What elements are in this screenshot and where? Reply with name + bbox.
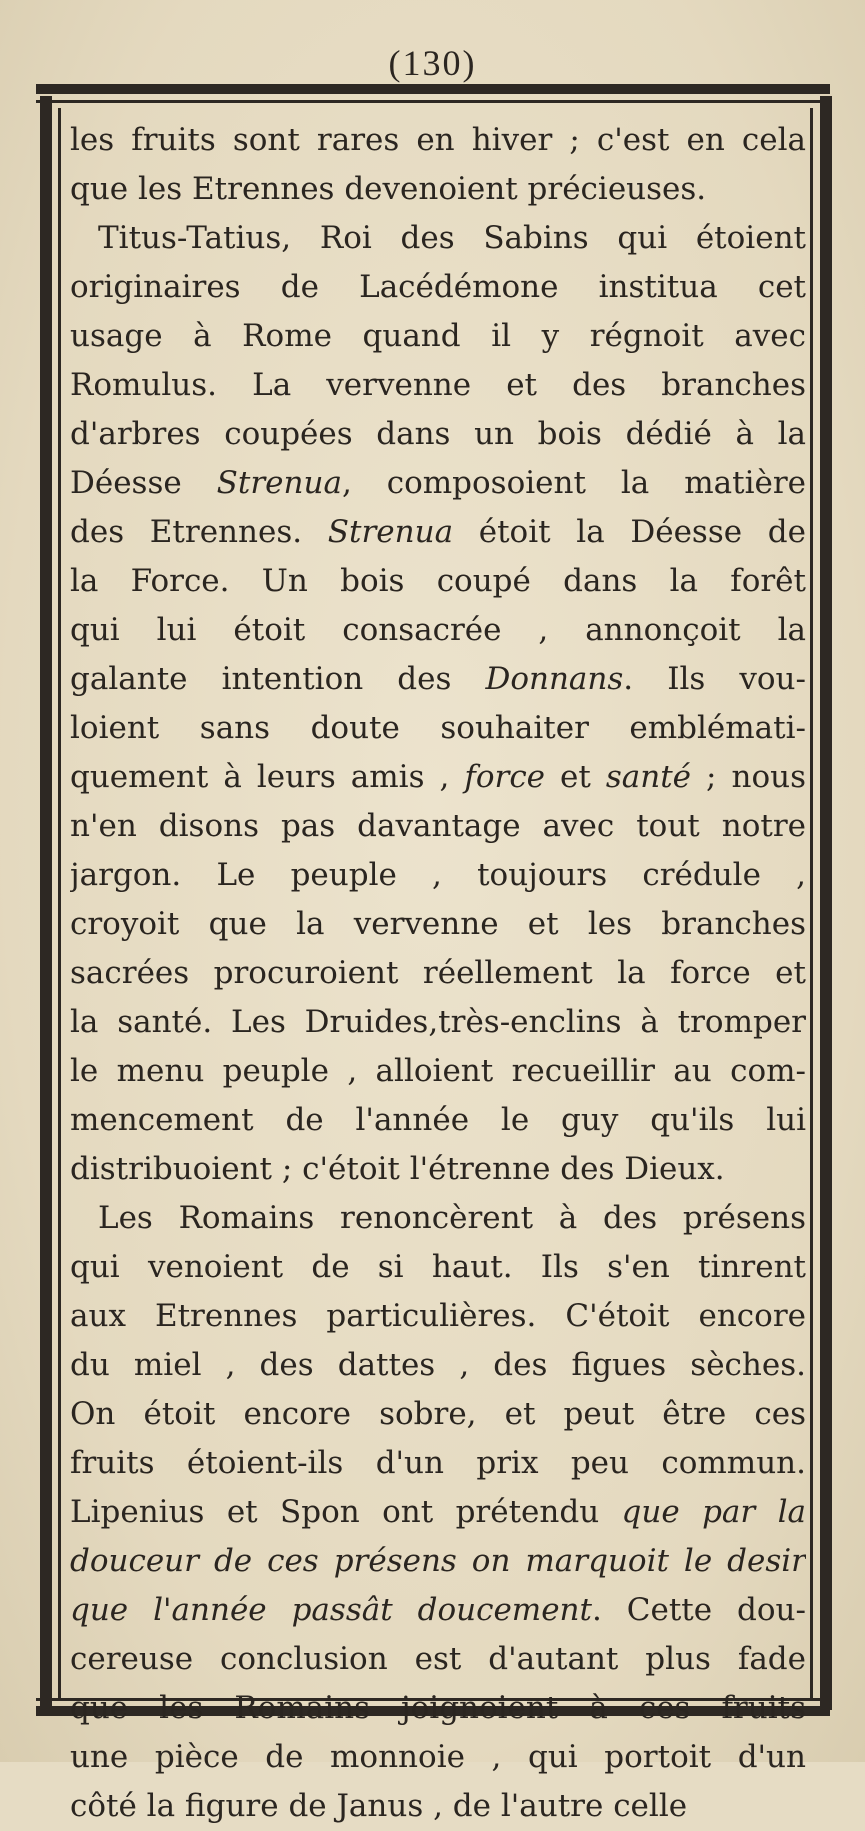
text-line xyxy=(70,165,806,214)
text-segment: Lipenius et Spon ont prétendu xyxy=(70,1494,622,1530)
text-segment: Déesse xyxy=(70,465,217,501)
text-line xyxy=(70,410,806,459)
text-segment: étoit la Déesse de xyxy=(453,514,806,550)
text-segment: sacrées procuroient réellement la force et xyxy=(70,955,806,991)
text-line xyxy=(70,1586,806,1635)
text-segment: qui lui étoit consacrée , annonçoit la xyxy=(70,612,806,648)
text-line xyxy=(70,1684,806,1733)
text-line xyxy=(70,949,806,998)
text-line xyxy=(70,1635,806,1684)
text-segment: . Cette dou- xyxy=(591,1592,806,1628)
text-segment: quement à leurs amis , xyxy=(70,759,465,795)
text-line xyxy=(70,802,806,851)
text-line xyxy=(70,1488,806,1537)
italic-text: que l'année passât doucement xyxy=(70,1592,592,1628)
text-segment: et xyxy=(545,759,606,795)
text-segment: , composoient la matière xyxy=(341,465,806,501)
text-line xyxy=(70,1439,806,1488)
text-segment: distribuoient ; c'étoit l'étrenne des Dieux. xyxy=(70,1151,725,1187)
text-line xyxy=(70,998,806,1047)
italic-text: que par la xyxy=(621,1494,806,1530)
right-border-thin-rule xyxy=(810,108,813,1700)
italic-text: Strenua xyxy=(327,514,454,550)
text-line xyxy=(70,655,806,704)
left-border-thin-rule xyxy=(58,108,61,1700)
text-segment: une pièce de monnoie , qui portoit d'un xyxy=(70,1739,806,1775)
text-line xyxy=(70,116,806,165)
text-line xyxy=(70,851,806,900)
text-segment: mencement de l'année le guy qu'ils lui xyxy=(70,1102,806,1138)
text-segment: des Etrennes. xyxy=(70,514,328,550)
text-segment: usage à Rome quand il y régnoit avec xyxy=(70,318,806,354)
text-line xyxy=(70,1096,806,1145)
text-segment: côté la figure de Janus , de l'autre celle xyxy=(70,1788,688,1824)
text-segment: la Force. Un bois coupé dans la forêt xyxy=(70,563,806,599)
text-segment: loient sans doute souhaiter emblémati- xyxy=(70,710,806,746)
text-segment: croyoit que la vervenne et les branches xyxy=(70,906,806,942)
text-line xyxy=(70,753,806,802)
text-segment: . Ils vou- xyxy=(623,661,806,697)
right-border-rule xyxy=(820,96,832,1710)
text-line xyxy=(70,1243,806,1292)
text-line xyxy=(70,263,806,312)
page-number: (130) xyxy=(388,43,477,83)
text-line xyxy=(70,361,806,410)
text-line xyxy=(70,1537,806,1586)
italic-text: Strenua xyxy=(216,465,342,501)
left-border-rule xyxy=(40,96,52,1710)
text-line xyxy=(70,1782,806,1831)
text-line xyxy=(70,557,806,606)
text-segment: fruits étoient-ils d'un prix peu commun. xyxy=(70,1445,806,1481)
top-border-thin-rule xyxy=(36,100,830,103)
text-segment: cereuse conclusion est d'autant plus fade xyxy=(70,1641,806,1677)
body-text xyxy=(70,116,806,1831)
text-line xyxy=(70,508,806,557)
text-segment: On étoit encore sobre, et peut être ces xyxy=(70,1396,806,1432)
text-segment: du miel , des dattes , des figues sèches. xyxy=(70,1347,806,1383)
text-segment: n'en disons pas davantage avec tout notre xyxy=(70,808,806,844)
text-segment: aux Etrennes particulières. C'étoit encore xyxy=(70,1298,806,1334)
text-line xyxy=(70,1047,806,1096)
text-segment: Les Romains renoncèrent à des présens xyxy=(98,1200,806,1236)
text-segment: que les Romains joignoient à ces fruits xyxy=(70,1690,806,1726)
top-border-rule xyxy=(36,84,830,94)
italic-text: douceur de ces présens on marquoit le desir xyxy=(70,1543,806,1579)
text-segment: d'arbres coupées dans un bois dédié à la xyxy=(70,416,806,452)
text-line xyxy=(70,606,806,655)
text-segment: galante intention des xyxy=(70,661,486,697)
text-line xyxy=(70,214,806,263)
text-segment: le menu peuple , alloient recueillir au com- xyxy=(70,1053,806,1089)
text-line xyxy=(70,459,806,508)
text-line xyxy=(70,1341,806,1390)
text-line xyxy=(70,1733,806,1782)
text-segment: que les Etrennes devenoient précieuses. xyxy=(70,171,707,207)
italic-text: force xyxy=(464,759,546,795)
text-segment: les fruits sont rares en hiver ; c'est en cela xyxy=(70,122,806,158)
italic-text: santé xyxy=(605,759,692,795)
text-line xyxy=(70,704,806,753)
text-segment: la santé. Les Druides,très-enclins à tromper xyxy=(70,1004,806,1040)
italic-text: Donnans xyxy=(485,661,624,697)
text-line xyxy=(70,1390,806,1439)
text-segment: qui venoient de si haut. Ils s'en tinrent xyxy=(70,1249,806,1285)
text-segment: Titus-Tatius, Roi des Sabins qui étoient xyxy=(98,220,806,256)
text-segment: Romulus. La vervenne et des branches xyxy=(70,367,806,403)
text-segment: ; nous xyxy=(691,759,806,795)
text-line xyxy=(70,1194,806,1243)
text-segment: originaires de Lacédémone institua cet xyxy=(70,269,806,305)
text-line xyxy=(70,1145,806,1194)
text-line xyxy=(70,312,806,361)
text-line xyxy=(70,900,806,949)
text-segment: jargon. Le peuple , toujours crédule , xyxy=(70,857,806,893)
text-line xyxy=(70,1292,806,1341)
